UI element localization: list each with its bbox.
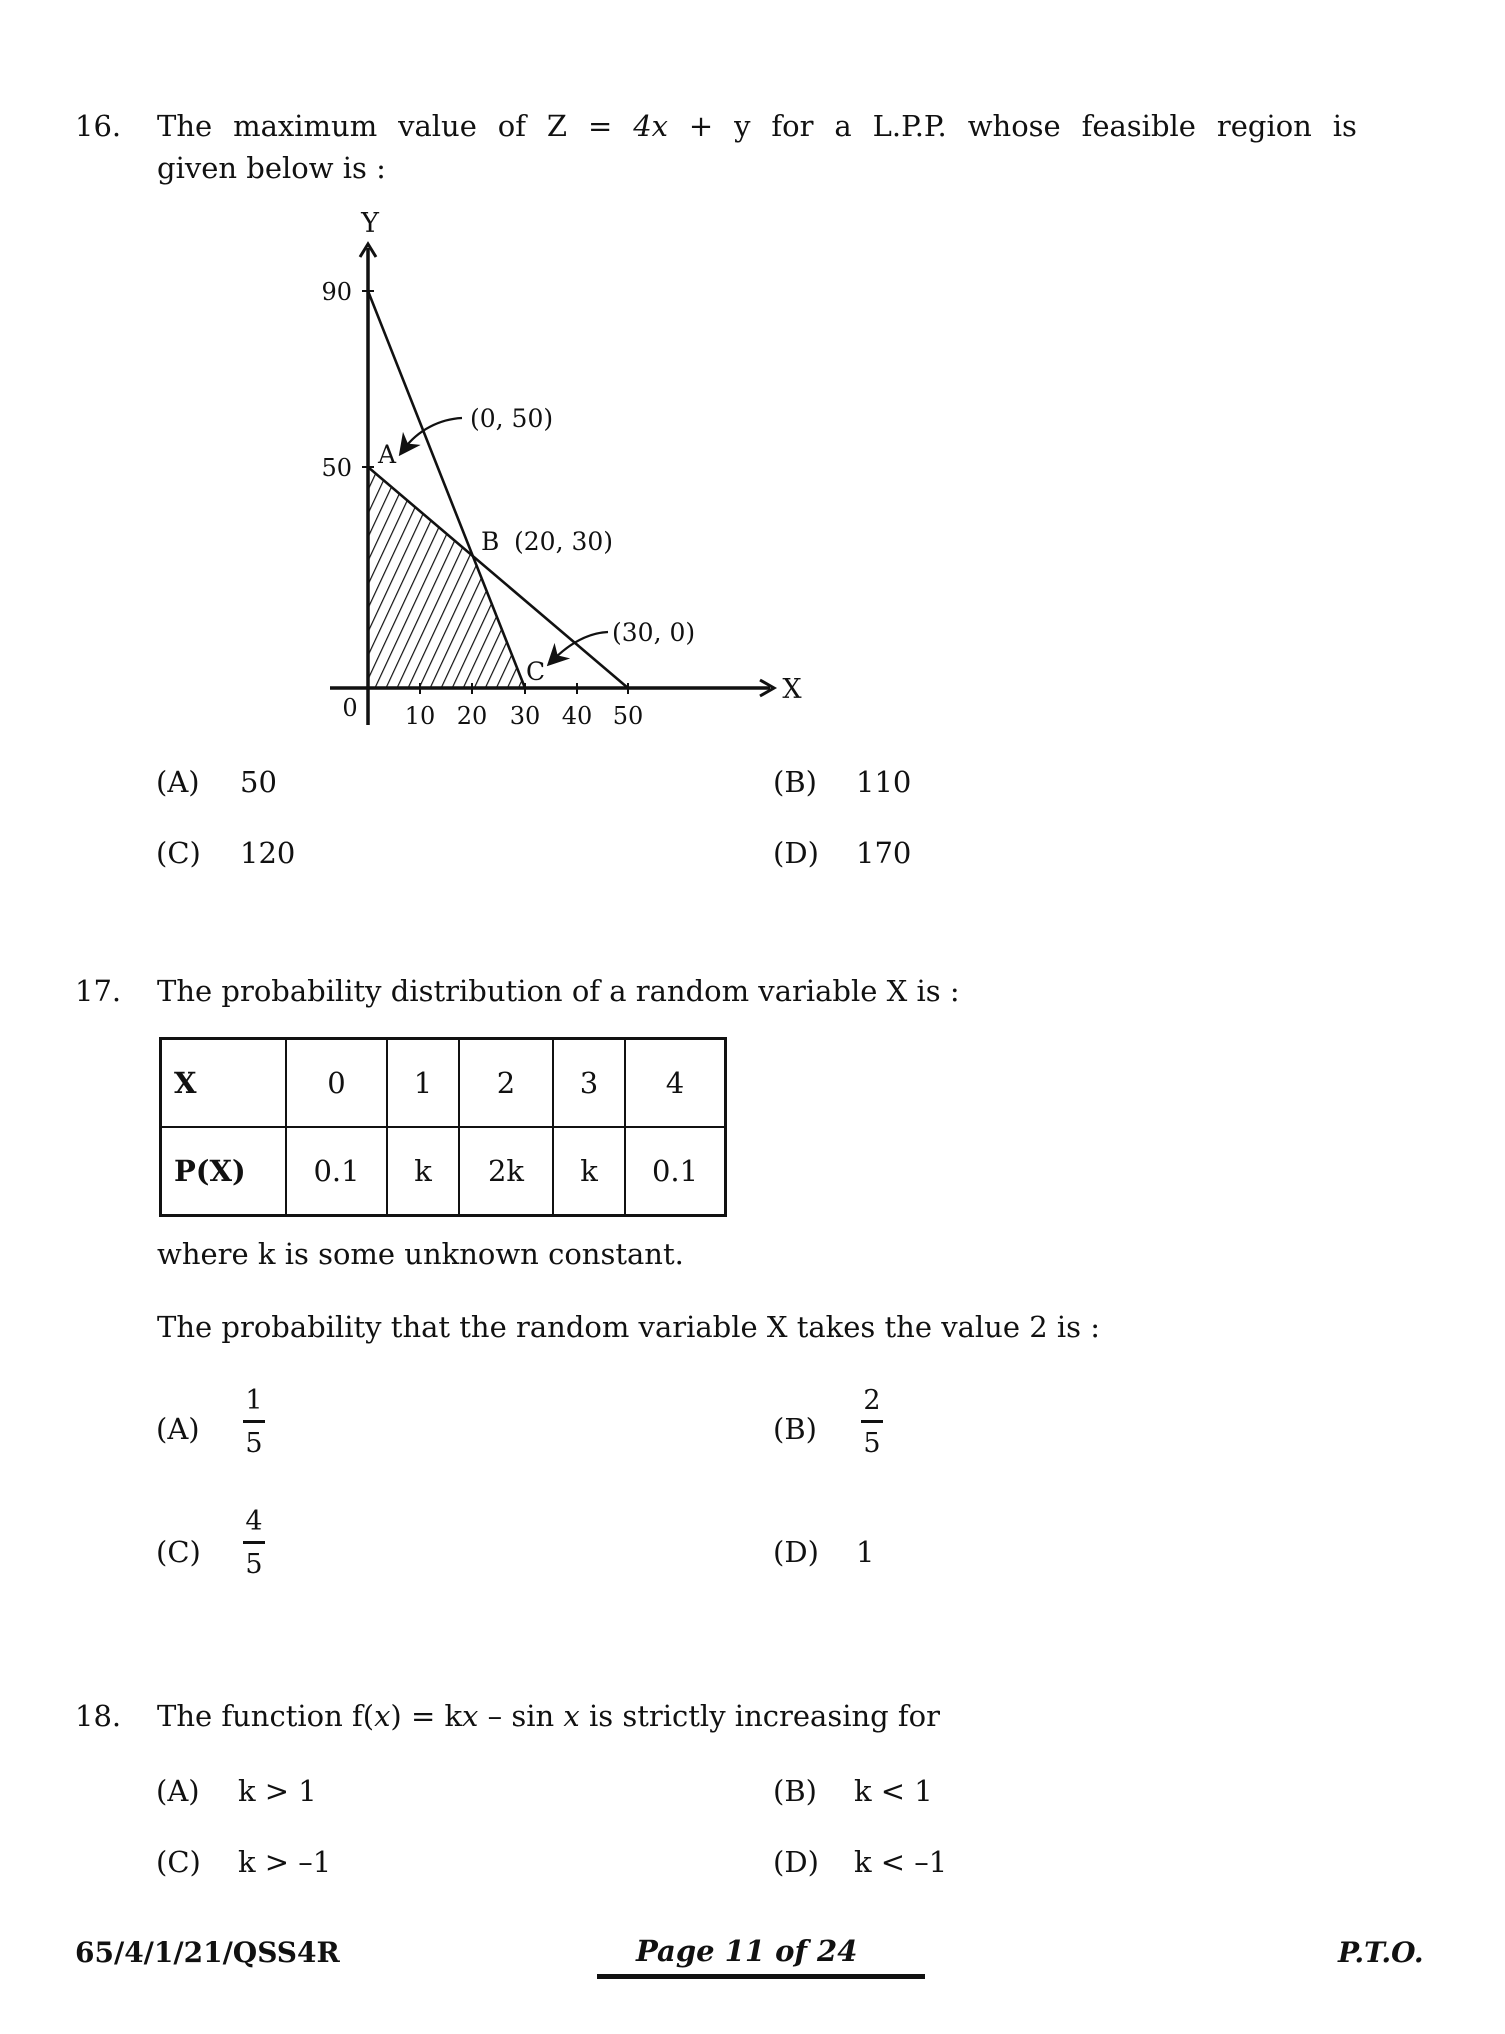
numerator: 4: [245, 1506, 263, 1537]
q16-option-d-label[interactable]: (D): [773, 836, 819, 870]
table-header-cell: X: [161, 1039, 287, 1128]
math-variable: x: [563, 1699, 580, 1733]
denominator: 5: [245, 1428, 263, 1459]
q16-option-a-label[interactable]: (A): [156, 765, 200, 799]
question-17-number: 17.: [75, 974, 122, 1008]
x-tick-label: 10: [404, 702, 436, 730]
probability-distribution-table: [159, 1037, 727, 1217]
word: maximum: [233, 109, 378, 143]
fraction-bar: [243, 1541, 265, 1544]
point-c-label: C: [526, 657, 546, 686]
q18-option-c-value: k > –1: [238, 1845, 332, 1879]
y-tick-label: 50: [321, 454, 352, 482]
q17-option-b-fraction: [861, 1387, 883, 1457]
x-tick-label: 50: [612, 702, 644, 730]
word: region: [1216, 109, 1312, 143]
question-17-prompt: The probability that the random variable X takes the value 2 is :: [157, 1310, 1101, 1344]
table-row: [161, 1039, 726, 1128]
question-16-number: 16.: [75, 109, 122, 143]
question-18-text: [157, 1699, 940, 1733]
word: of: [497, 109, 526, 143]
please-turn-over: P.T.O.: [1338, 1936, 1424, 1969]
x-axis-label: X: [782, 674, 802, 705]
q17-option-c-label[interactable]: (C): [156, 1535, 201, 1569]
q17-option-d-value: 1: [856, 1535, 875, 1569]
word: is: [1332, 109, 1357, 143]
word: value: [398, 109, 477, 143]
table-cell: 0.1: [286, 1127, 387, 1216]
y-axis-label: Y: [361, 208, 379, 239]
x-tick-label: 20: [456, 702, 488, 730]
q17-option-d-label[interactable]: (D): [773, 1535, 819, 1569]
denominator: 5: [245, 1549, 263, 1580]
q16-option-a-value: 50: [240, 765, 277, 799]
q18-option-a-value: k > 1: [238, 1774, 317, 1808]
question-17-note: where k is some unknown constant.: [157, 1237, 684, 1271]
math-variable: x: [374, 1699, 391, 1733]
table-cell: 2: [459, 1039, 553, 1128]
point-c-coords: (30, 0): [612, 618, 696, 647]
q18-option-b-value: k < 1: [854, 1774, 933, 1808]
page-number-underline: [597, 1974, 925, 1979]
question-16-text-line2: given below is :: [157, 151, 386, 185]
q17-option-b-label[interactable]: (B): [773, 1412, 817, 1446]
q18-option-d-value: k < –1: [854, 1845, 948, 1879]
arrow-icon: [404, 418, 462, 449]
table-cell: k: [553, 1127, 625, 1216]
q17-option-c-fraction: [243, 1508, 265, 1578]
table-cell: 1: [387, 1039, 459, 1128]
q16-option-b-label[interactable]: (B): [773, 765, 817, 799]
table-row: [161, 1127, 726, 1216]
math-variable: x: [462, 1699, 479, 1733]
lpp-feasible-region-chart: [0, 0, 1505, 760]
point-a-label: A: [378, 440, 397, 469]
text-part: ) = k: [390, 1699, 463, 1733]
x-tick-label: 40: [561, 702, 593, 730]
fraction-bar: [243, 1420, 265, 1423]
x-tick-label: 30: [509, 702, 541, 730]
table-cell: 0.1: [625, 1127, 726, 1216]
feasible-region: [368, 467, 525, 688]
q16-option-c-label[interactable]: (C): [156, 836, 201, 870]
table-cell: 2k: [459, 1127, 553, 1216]
question-18-number: 18.: [75, 1699, 122, 1733]
numerator: 2: [863, 1385, 881, 1416]
q17-option-a-label[interactable]: (A): [156, 1412, 200, 1446]
word: Z: [546, 109, 568, 143]
q18-option-d-label[interactable]: (D): [773, 1845, 819, 1879]
table-cell: k: [387, 1127, 459, 1216]
page-number: Page 11 of 24: [636, 1934, 858, 1968]
point-a-coords: (0, 50): [470, 404, 554, 433]
q18-option-c-label[interactable]: (C): [156, 1845, 201, 1879]
word: a: [834, 109, 852, 143]
text-part: is strictly increasing for: [579, 1699, 940, 1733]
word: for: [771, 109, 814, 143]
point-b-coords: (20, 30): [514, 527, 614, 556]
q16-option-d-value: 170: [856, 836, 912, 870]
word: feasible: [1081, 109, 1196, 143]
q18-option-b-label[interactable]: (B): [773, 1774, 817, 1808]
origin-label: 0: [342, 694, 358, 722]
word: =: [587, 109, 613, 143]
paper-code: 65/4/1/21/QSS4R: [75, 1936, 340, 1969]
numerator: 1: [245, 1385, 263, 1416]
word: +: [688, 109, 714, 143]
question-17-text: The probability distribution of a random variable X is :: [157, 974, 960, 1008]
text-part: The function f(: [157, 1699, 375, 1733]
q16-option-c-value: 120: [240, 836, 296, 870]
table-cell: 0: [286, 1039, 387, 1128]
word: The: [157, 109, 213, 143]
q17-option-a-fraction: [243, 1387, 265, 1457]
q18-option-a-label[interactable]: (A): [156, 1774, 200, 1808]
table-header-cell: P(X): [161, 1127, 287, 1216]
word: y: [734, 109, 751, 143]
point-b-label: B: [481, 527, 500, 556]
y-tick-label: 90: [321, 278, 352, 306]
denominator: 5: [863, 1428, 881, 1459]
fraction-bar: [861, 1420, 883, 1423]
word: L.P.P.: [872, 109, 947, 143]
q16-option-b-value: 110: [856, 765, 912, 799]
table-cell: 3: [553, 1039, 625, 1128]
word: whose: [967, 109, 1061, 143]
word: 4x: [633, 109, 668, 143]
table-cell: 4: [625, 1039, 726, 1128]
text-part: – sin: [478, 1699, 564, 1733]
